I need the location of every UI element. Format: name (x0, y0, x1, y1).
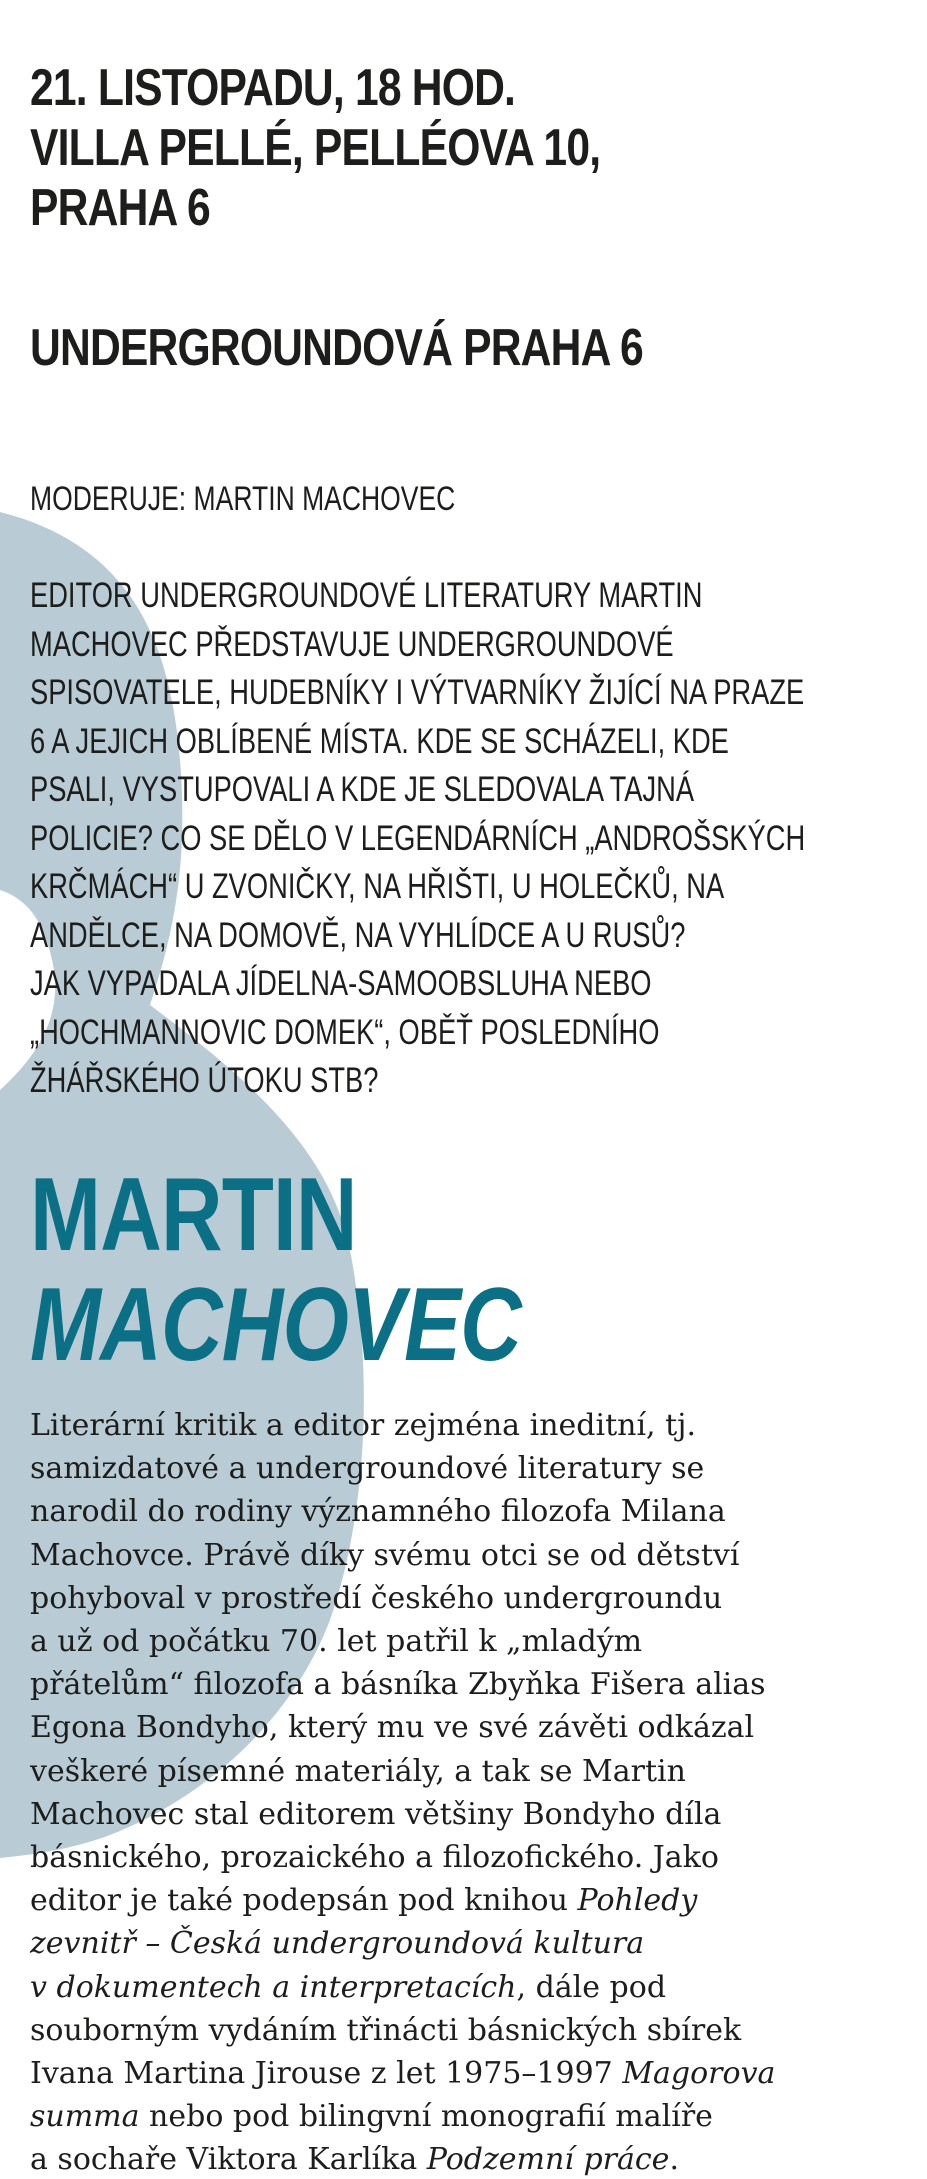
bio-text: , dále pod (516, 1969, 667, 2005)
event-venue-line-1: VILLA PELLÉ, PELLÉOVA 10, (30, 119, 601, 177)
event-title: UNDERGROUNDOVÁ PRAHA 6 (30, 319, 643, 377)
description-line: SPISOVATELE, HUDEBNÍKY I VÝTVARNÍKY ŽIJÍCÍ NA PRAZE (30, 673, 805, 712)
bio-line: Egona Bondyho, který mu ve své závěti odkázal (30, 1710, 755, 1746)
description-line: JAK VYPADALA JÍDELNA-SAMOOBSLUHA NEBO (30, 964, 652, 1003)
description-line: „HOCHMANNOVIC DOMEK“, OBĚŤ POSLEDNÍHO (30, 1012, 660, 1052)
description-line: PSALI, VYSTUPOVALI A KDE JE SLEDOVALA TAJNÁ (30, 770, 695, 809)
bio-line (30, 2095, 910, 2138)
event-date-time: 21. LISTOPADU, 18 HOD. (30, 59, 516, 117)
bio-line (30, 1879, 910, 1922)
description-line: 6 A JEJICH OBLÍBENÉ MÍSTA. KDE SE SCHÁZELI, KDE (30, 721, 729, 761)
event-description (30, 572, 805, 1106)
bio-line: Literární kritik a editor zejména ineditní, tj. (30, 1408, 697, 1443)
description-line: POLICIE? CO SE DĚLO V LEGENDÁRNÍCH „ANDROŠSKÝCH (30, 818, 806, 858)
bio-line: pohyboval v prostředí českého undergroundu (30, 1580, 723, 1616)
bio-line: Machovce. Právě díky svému otci se od dětství (30, 1537, 740, 1573)
event-moderator: MODERUJE: MARTIN MACHOVEC (30, 480, 456, 518)
bio-line (30, 1922, 910, 1965)
bio-line (30, 2138, 910, 2179)
book-title-continued: zevnitř – Česká undergroundová kultura (30, 1926, 645, 1962)
description-line: MACHOVEC PŘEDSTAVUJE UNDERGROUNDOVÉ (30, 624, 674, 664)
person-biography (30, 1404, 910, 2179)
bio-text: editor je také podepsán pod knihou (30, 1883, 578, 1919)
bio-line: básnického, prozaického a filozofického. Jako (30, 1840, 719, 1876)
bio-line: přátelům“ filozofa a básníka Zbyňka Fišera alias (30, 1667, 766, 1703)
description-line: KRČMÁCH“ U ZVONIČKY, NA HŘIŠTI, U HOLEČKŮ, NA (30, 867, 725, 906)
bio-line: samizdatové a undergroundové literatury se (30, 1451, 705, 1487)
bio-text: Ivana Martina Jirouse z let 1975–1997 (30, 2056, 623, 2092)
description-line: ANDĚLCE, NA DOMOVĚ, NA VYHLÍDCE A U RUSŮ? (30, 915, 686, 955)
bio-text: . (669, 2142, 679, 2178)
bio-text: a sochaře Viktora Karlíka (30, 2142, 427, 2178)
description-line: ŽHÁŘSKÉHO ÚTOKU STB? (30, 1061, 379, 1100)
bio-line (30, 2052, 910, 2095)
bio-line: a už od počátku 70. let patřil k „mladým (30, 1624, 643, 1660)
bio-line: veškeré písemné materiály, a tak se Martin (30, 1753, 686, 1789)
event-venue-line-2: PRAHA 6 (30, 179, 210, 237)
bio-line: Machovec stal editorem většiny Bondyho díla (30, 1796, 722, 1832)
person-first-name: MARTIN (30, 1157, 357, 1273)
book-title-continued: summa (30, 2099, 140, 2135)
book-title-pohledy: Pohledy (577, 1883, 698, 1919)
bio-line: souborným vydáním třinácti básnických sbírek (30, 2012, 742, 2048)
person-last-name: MACHOVEC (30, 1267, 521, 1383)
book-title-podzemni-prace: Podzemní práce (426, 2142, 670, 2178)
bio-line (30, 1966, 910, 2009)
description-line: EDITOR UNDERGROUNDOVÉ LITERATURY MARTIN (30, 576, 703, 615)
book-title-magorova-summa: Magorova (622, 2056, 776, 2092)
bio-text: nebo pod bilingvní monografií malíře (139, 2099, 713, 2135)
bio-line: narodil do rodiny významného filozofa Milana (30, 1494, 726, 1530)
book-title-continued: v dokumentech a interpretacích (30, 1969, 517, 2005)
